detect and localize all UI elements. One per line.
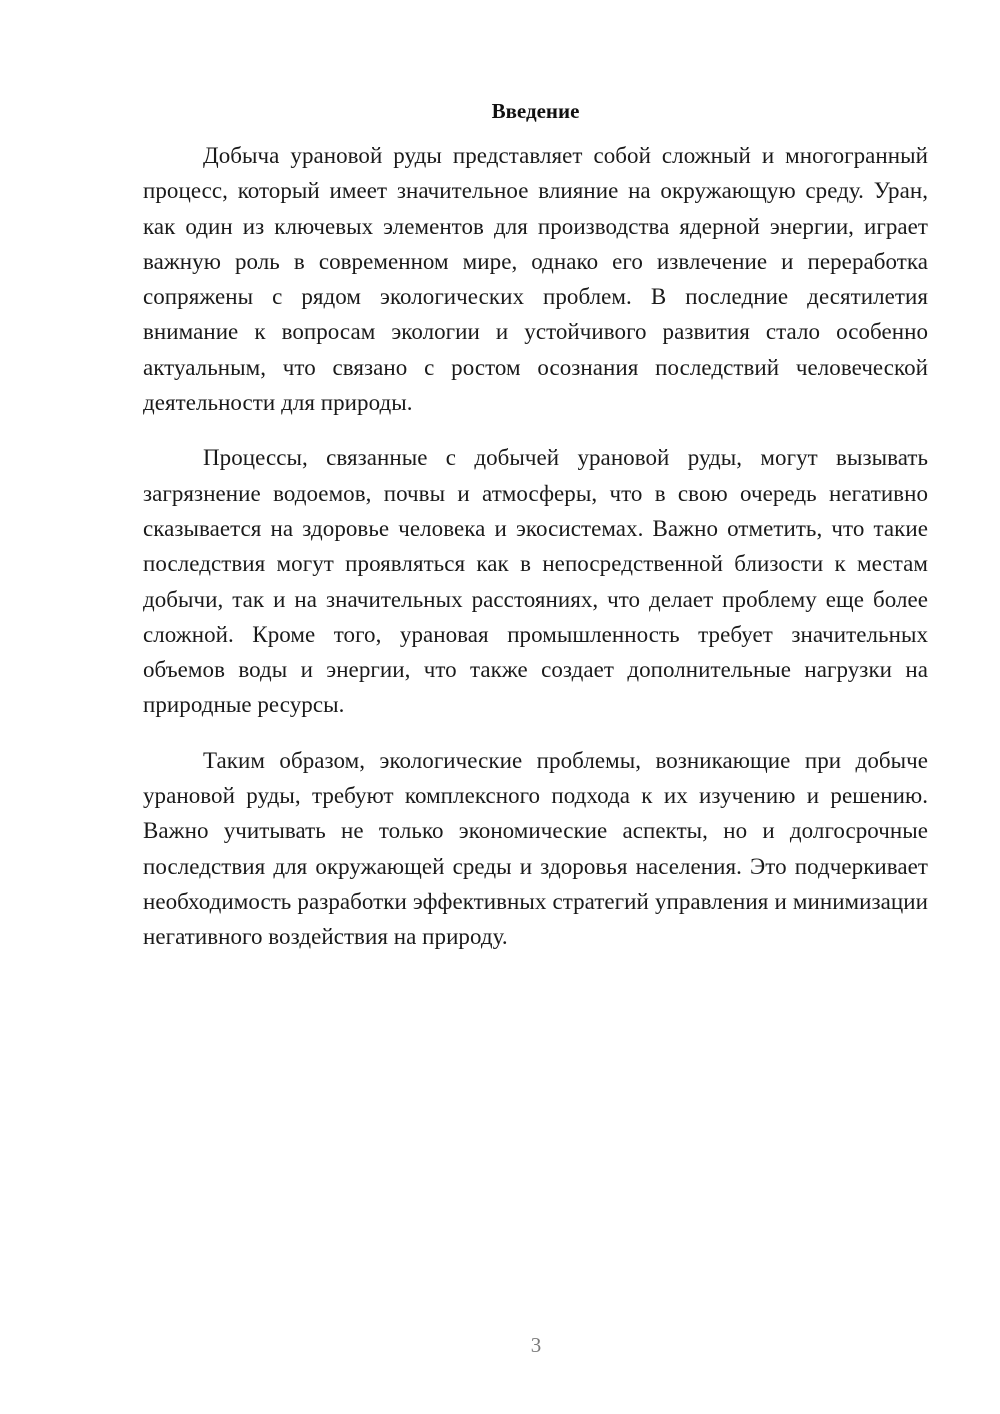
- paragraph-1: Добыча урановой руды представляет собой сложный и многогранный процесс, который имеет значительное влияние на окружающую среду. Уран, как один из ключевых элементов для производства ядерной энергии, играет важную роль в современном мире, однако его извлечение и переработка сопряжены с рядом экологических проблем. В последние десятилетия внимание к вопросам экологии и устойчивого развития стало особенно актуальным, что связано с ростом осознания последствий человеческой деятельности для природы.: [143, 143, 928, 416]
- page-content: [143, 96, 928, 975]
- page-number: 3: [530, 1333, 542, 1357]
- paragraph-2: Процессы, связанные с добычей урановой руды, могут вызывать загрязнение водоемов, почвы и атмосферы, что в свою очередь негативно сказывается на здоровье человека и экосистемах. Важно отметить, что такие последствия могут проявляться как в непосредственной близости к местам добычи, так и на значительных расстояниях, что делает проблему еще более сложной. Кроме того, урановая промышленность требует значительных объемов воды и энергии, что также создает дополнительные нагрузки на природные ресурсы.: [143, 445, 928, 718]
- paragraph-3: Таким образом, экологические проблемы, возникающие при добыче урановой руды, требуют комплексного подхода к их изучению и решению. Важно учитывать не только экономические аспекты, но и долгосрочные последствия для окружающей среды и здоровья населения. Это подчеркивает необходимость разработки эффективных стратегий управления и минимизации негативного воздействия на природу.: [143, 747, 928, 950]
- section-title: Введение: [491, 99, 580, 123]
